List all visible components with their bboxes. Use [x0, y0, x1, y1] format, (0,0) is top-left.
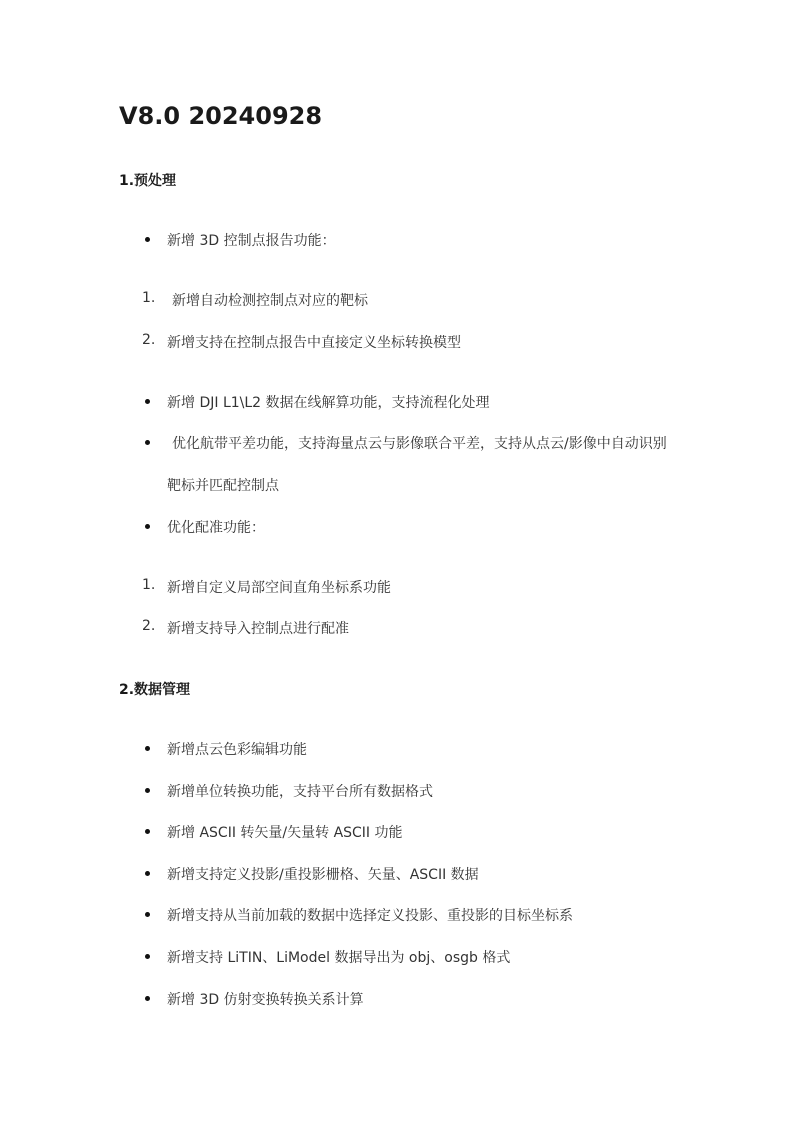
bullet-icon [145, 746, 150, 751]
list-item: 新增支持 LiTIN、LiModel 数据导出为 obj、osgb 格式 [167, 950, 511, 966]
list-item: 新增支持从当前加载的数据中选择定义投影、重投影的目标坐标系 [167, 908, 573, 924]
bullet-icon [145, 871, 150, 876]
bullet-icon [145, 829, 150, 834]
list-item: 新增 3D 仿射变换转换关系计算 [167, 992, 364, 1008]
list-item: 新增单位转换功能，支持平台所有数据格式 [167, 784, 433, 800]
list-item: 新增自定义局部空间直角坐标系功能 [167, 580, 391, 596]
list-item: 新增支持在控制点报告中直接定义坐标转换模型 [167, 335, 461, 351]
section-heading-data-management: 2.数据管理 [119, 682, 191, 698]
bullet-icon [145, 440, 150, 445]
bullet-icon [145, 954, 150, 959]
list-item: 新增支持导入控制点进行配准 [167, 621, 349, 637]
section-heading-preprocessing: 1.预处理 [119, 173, 177, 189]
list-item: 优化配准功能： [167, 520, 265, 536]
list-number: 2. [142, 618, 156, 634]
list-item: 新增 DJI L1\L2 数据在线解算功能，支持流程化处理 [167, 395, 490, 411]
list-item: 新增 ASCII 转矢量/矢量转 ASCII 功能 [167, 825, 403, 841]
list-item: 新增 3D 控制点报告功能： [167, 233, 336, 249]
bullet-icon [145, 912, 150, 917]
list-item: 新增自动检测控制点对应的靶标 [172, 293, 368, 309]
list-item-continuation: 靶标并匹配控制点 [167, 478, 279, 494]
list-item: 新增点云色彩编辑功能 [167, 742, 307, 758]
list-item: 优化航带平差功能，支持海量点云与影像联合平差，支持从点云/影像中自动识别 [172, 436, 667, 452]
bullet-icon [145, 399, 150, 404]
document-title: V8.0 20240928 [119, 102, 323, 130]
list-number: 1. [142, 290, 156, 306]
list-number: 2. [142, 332, 156, 348]
bullet-icon [145, 237, 150, 242]
bullet-icon [145, 524, 150, 529]
bullet-icon [145, 996, 150, 1001]
bullet-icon [145, 788, 150, 793]
list-item: 新增支持定义投影/重投影栅格、矢量、ASCII 数据 [167, 867, 479, 883]
list-number: 1. [142, 577, 156, 593]
